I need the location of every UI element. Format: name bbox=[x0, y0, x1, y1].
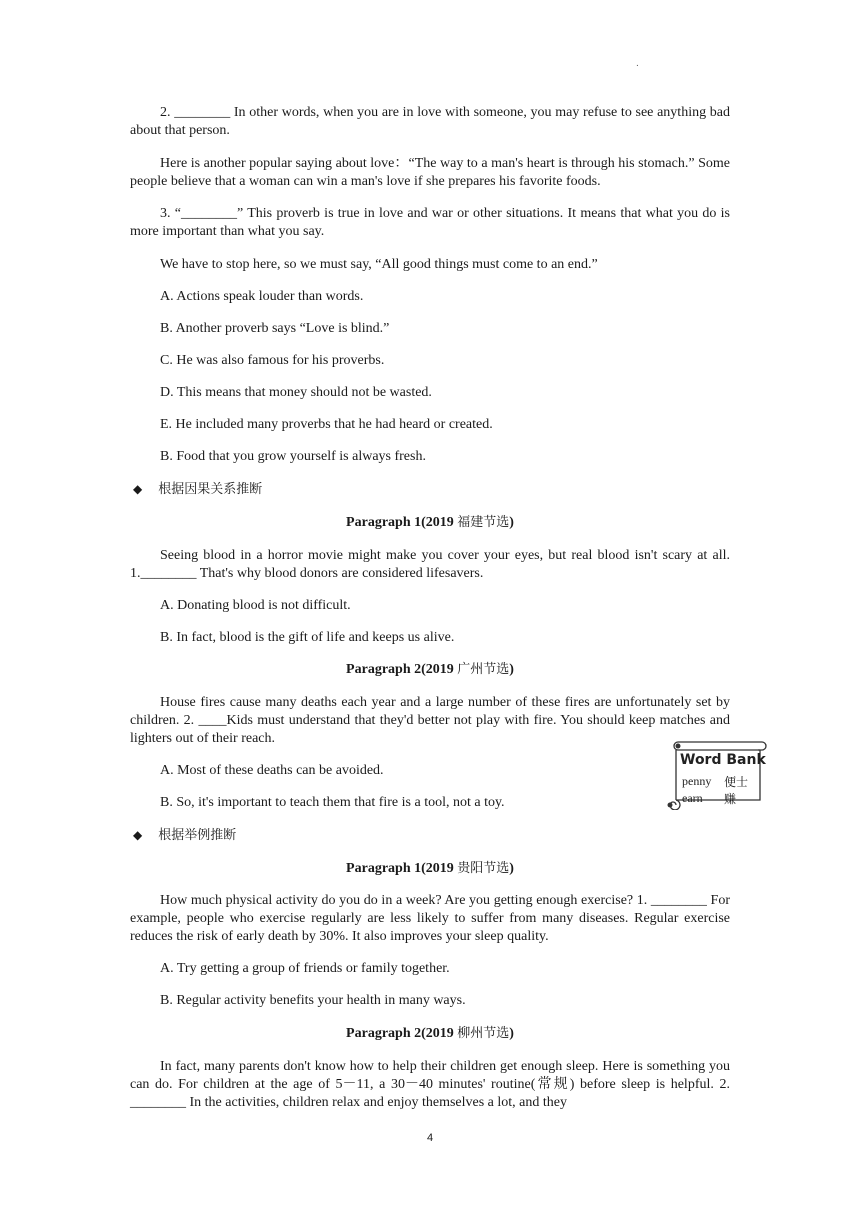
word-bank-item bbox=[682, 774, 749, 789]
cause-p1-option-a: A. Donating blood is not difficult. bbox=[160, 598, 351, 613]
word-english: earn bbox=[682, 791, 703, 805]
example-section-title: 根据举例推断 bbox=[158, 828, 237, 843]
word-chinese: 赚 bbox=[724, 792, 737, 806]
header-mark: . bbox=[636, 58, 639, 69]
heading-region: 柳州节选 bbox=[457, 1026, 510, 1041]
option-e: E. He included many proverbs that he had heard or created. bbox=[160, 417, 493, 432]
heading-region: 广州节选 bbox=[457, 662, 510, 677]
scroll-frame-icon bbox=[664, 738, 768, 810]
word-bank-scroll bbox=[664, 738, 768, 810]
example-section-heading bbox=[133, 826, 236, 845]
diamond-bullet-icon: ◆ bbox=[133, 482, 143, 496]
cause-section-title: 根据因果关系推断 bbox=[158, 482, 263, 497]
example-paragraph-2-heading bbox=[130, 1025, 730, 1043]
closing-paragraph: We have to stop here, so we must say, “All good things must come to an end.” bbox=[160, 257, 598, 272]
heading-text: Paragraph 1(2019 bbox=[346, 515, 458, 530]
word-chinese: 便士 bbox=[724, 775, 749, 789]
word-bank-item bbox=[682, 791, 737, 806]
cause-p2-option-b: B. So, it's important to teach them that fire is a tool, not a toy. bbox=[160, 795, 505, 810]
example-p1-option-b: B. Regular activity benefits your health in many ways. bbox=[160, 993, 466, 1008]
stomach-proverb-paragraph: Here is another popular saying about love：“The way to a man's heart is through his stomach.” Some people believe that a woman can win a man's love if she prepares his favorite foods. bbox=[130, 156, 730, 189]
heading-text: Paragraph 1(2019 bbox=[346, 861, 458, 876]
cause-paragraph-1-text: Seeing blood in a horror movie might make you cover your eyes, but real blood isn't scary at all. 1.________ That's why blood donors are considered lifesavers. bbox=[130, 548, 730, 581]
heading-region: 福建节选 bbox=[457, 515, 510, 530]
example-p1-option-a: A. Try getting a group of friends or family together. bbox=[160, 961, 450, 976]
page-number: 4 bbox=[426, 1132, 434, 1144]
cause-paragraph-1-heading bbox=[130, 514, 730, 532]
example-paragraph-1-text: How much physical activity do you do in a week? Are you getting enough exercise? 1. ________ For example, people who exercise regularly are less likely to suffer from many diseases. Regular exercise reduces the risk of early death by 30%. It also improves your sleep quality. bbox=[130, 893, 730, 944]
heading-close: ) bbox=[509, 861, 514, 876]
cause-paragraph-2-heading bbox=[130, 661, 730, 679]
heading-close: ) bbox=[509, 1026, 514, 1041]
heading-text: Paragraph 2(2019 bbox=[346, 1026, 458, 1041]
question-2-paragraph: 2. ________ In other words, when you are in love with someone, you may refuse to see anything bad about that person. bbox=[130, 105, 730, 138]
option-b: B. Another proverb says “Love is blind.” bbox=[160, 321, 390, 336]
diamond-bullet-icon: ◆ bbox=[133, 828, 143, 842]
word-bank-title: Word Bank bbox=[680, 752, 766, 768]
option-b-extra: B. Food that you grow yourself is always fresh. bbox=[160, 449, 426, 464]
example-paragraph-1-heading bbox=[130, 860, 730, 878]
heading-close: ) bbox=[509, 662, 514, 677]
option-d: D. This means that money should not be wasted. bbox=[160, 385, 432, 400]
heading-text: Paragraph 2(2019 bbox=[346, 662, 458, 677]
cause-paragraph-2-text: House fires cause many deaths each year and a large number of these fires are unfortunately set by children. 2. ____Kids must understand that they'd better not play with fire. You should keep matches and lighters out of their reach. bbox=[130, 695, 730, 746]
word-english: penny bbox=[682, 774, 712, 788]
cause-p2-option-a: A. Most of these deaths can be avoided. bbox=[160, 763, 384, 778]
heading-region: 贵阳节选 bbox=[457, 861, 510, 876]
option-a: A. Actions speak louder than words. bbox=[160, 289, 364, 304]
heading-close: ) bbox=[509, 515, 514, 530]
option-c: C. He was also famous for his proverbs. bbox=[160, 353, 385, 368]
example-paragraph-2-text: In fact, many parents don't know how to help their children get enough sleep. Here is something you can do. For children at the age of 5－11, a 30－40 minutes' routine(常规) before sleep is helpful. 2. ________ In the activities, children relax and enjoy themselves a lot, and they bbox=[130, 1059, 730, 1110]
cause-section-heading bbox=[133, 480, 262, 499]
cause-p1-option-b: B. In fact, blood is the gift of life and keeps us alive. bbox=[160, 630, 455, 645]
question-3-paragraph: 3. “________” This proverb is true in love and war or other situations. It means that what you do is more important than what you say. bbox=[130, 206, 730, 239]
